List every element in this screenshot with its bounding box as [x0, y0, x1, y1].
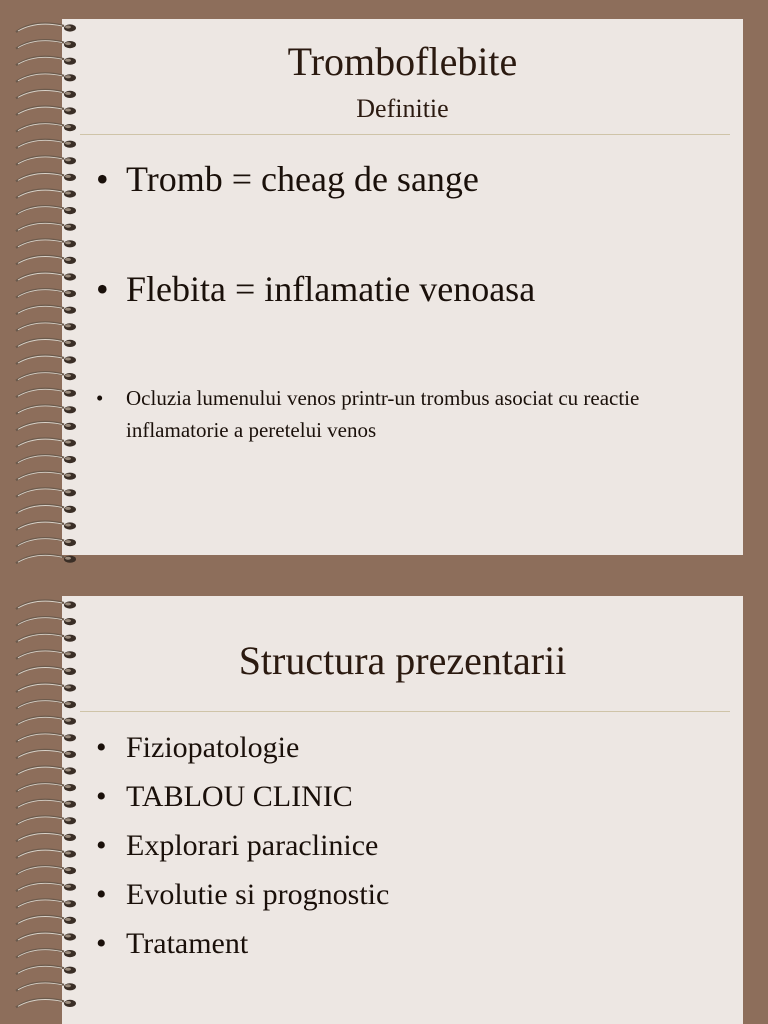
binding-ring-icon: [16, 140, 76, 148]
binding-ring-icon: [16, 966, 76, 974]
binding-ring-icon: [16, 733, 76, 741]
bullet-icon: •: [96, 159, 109, 199]
binding-ring-icon: [16, 24, 76, 32]
bullet-icon: •: [96, 731, 107, 764]
binding-ring-icon: [16, 783, 76, 791]
bullet-icon: •: [96, 927, 107, 960]
bullet-icon: •: [96, 829, 107, 862]
binding-ring-icon: [16, 422, 76, 430]
binding-ring-icon: [16, 850, 76, 858]
binding-ring-icon: [16, 522, 76, 530]
binding-ring-icon: [16, 439, 76, 447]
binding-ring-icon: [16, 190, 76, 198]
binding-ring-icon: [16, 455, 76, 463]
binding-ring-icon: [16, 472, 76, 480]
binding-ring-icon: [16, 999, 76, 1007]
binding-ring-icon: [16, 866, 76, 874]
slide-2-divider: [80, 711, 730, 712]
spiral-binding-icon: [0, 0, 90, 577]
bullet-text: Ocluzia lumenului venos printr-un trombus asociat cu reactie inflamatorie a peretelui venos: [126, 386, 640, 442]
binding-ring-icon: [16, 833, 76, 841]
binding-ring-icon: [16, 933, 76, 941]
binding-ring-icon: [16, 173, 76, 181]
binding-ring-icon: [16, 223, 76, 231]
bullet-text: Fiziopatologie: [126, 731, 300, 764]
binding-ring-icon: [16, 816, 76, 824]
bullet-text: Explorari paraclinice: [126, 829, 379, 862]
slide-1-title: Tromboflebite: [287, 39, 518, 84]
binding-ring-icon: [16, 389, 76, 397]
binding-ring-icon: [16, 555, 76, 563]
binding-ring-icon: [16, 800, 76, 808]
binding-ring-icon: [16, 700, 76, 708]
binding-ring-icon: [16, 601, 76, 609]
binding-ring-icon: [16, 916, 76, 924]
binding-ring-icon: [16, 339, 76, 347]
binding-ring-icon: [16, 356, 76, 364]
binding-ring-icon: [16, 123, 76, 131]
bullet-text: Evolutie si prognostic: [126, 878, 390, 911]
binding-ring-icon: [16, 256, 76, 264]
bullet-icon: •: [96, 878, 107, 911]
bullet-icon: •: [96, 269, 109, 309]
slide-2-title: Structura prezentarii: [238, 638, 567, 683]
binding-ring-icon: [16, 982, 76, 990]
binding-ring-icon: [16, 538, 76, 546]
bullet-icon: •: [96, 386, 104, 410]
bullet-text: TABLOU CLINIC: [126, 780, 353, 813]
binding-ring-icon: [16, 156, 76, 164]
binding-ring-icon: [16, 322, 76, 330]
slide-1-subtitle: Definitie: [356, 94, 449, 123]
binding-ring-icon: [16, 767, 76, 775]
binding-ring-icon: [16, 899, 76, 907]
binding-ring-icon: [16, 505, 76, 513]
binding-ring-icon: [16, 949, 76, 957]
bullet-text: Tratament: [126, 927, 249, 960]
slide-2: [0, 577, 768, 1024]
slide-1-divider: [80, 134, 730, 135]
binding-ring-icon: [16, 488, 76, 496]
bullet-text: Tromb = cheag de sange: [126, 159, 479, 199]
binding-ring-icon: [16, 750, 76, 758]
binding-ring-icon: [16, 206, 76, 214]
binding-ring-icon: [16, 273, 76, 281]
binding-ring-icon: [16, 289, 76, 297]
binding-ring-icon: [16, 684, 76, 692]
binding-ring-icon: [16, 717, 76, 725]
binding-ring-icon: [16, 405, 76, 413]
binding-ring-icon: [16, 617, 76, 625]
bullet-icon: •: [96, 780, 107, 813]
binding-ring-icon: [16, 306, 76, 314]
binding-ring-icon: [16, 239, 76, 247]
binding-ring-icon: [16, 372, 76, 380]
bullet-text: Flebita = inflamatie venoasa: [126, 269, 536, 309]
binding-ring-icon: [16, 883, 76, 891]
